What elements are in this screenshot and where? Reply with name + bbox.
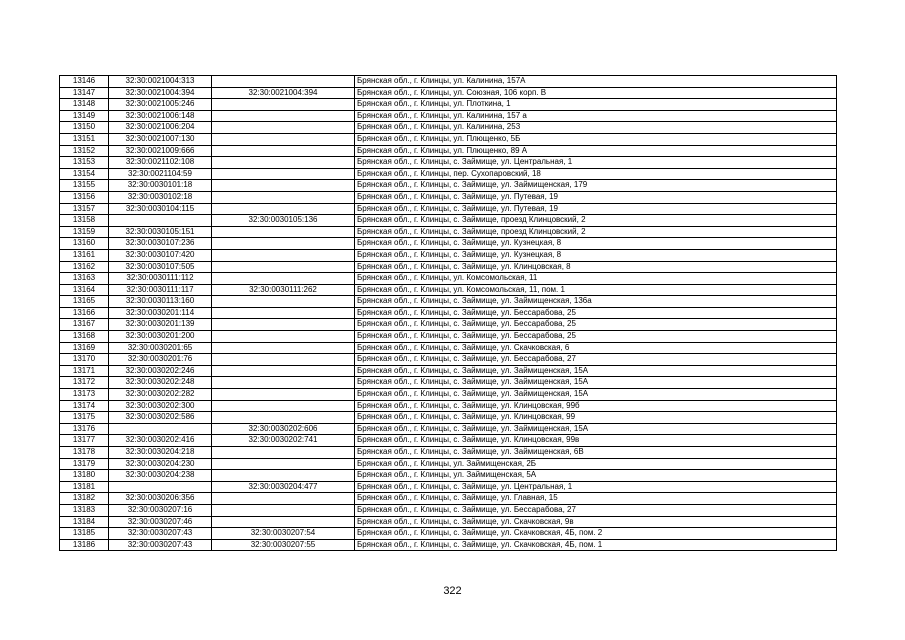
- row-number-cell: 13186: [60, 539, 109, 551]
- address-cell: Брянская обл., г. Клинцы, с. Займище, ул. Займищенская, 15А: [355, 377, 837, 389]
- row-number-cell: 13170: [60, 354, 109, 366]
- table-row: [60, 307, 837, 319]
- table-row: [60, 110, 837, 122]
- row-number-cell: 13181: [60, 481, 109, 493]
- row-number-cell: 13177: [60, 435, 109, 447]
- related-cadastral-number-cell: [212, 458, 355, 470]
- table-row: [60, 284, 837, 296]
- address-cell: Брянская обл., г. Клинцы, с. Займище, ул. Бессарабова, 25: [355, 307, 837, 319]
- address-cell: Брянская обл., г. Клинцы, с. Займище, ул. Бессарабова, 25: [355, 319, 837, 331]
- related-cadastral-number-cell: [212, 273, 355, 285]
- related-cadastral-number-cell: 32:30:0030204:477: [212, 481, 355, 493]
- row-number-cell: 13161: [60, 249, 109, 261]
- cadastral-number-cell: 32:30:0030207:16: [109, 504, 212, 516]
- table-row: [60, 516, 837, 528]
- cadastral-number-cell: 32:30:0030202:416: [109, 435, 212, 447]
- row-number-cell: 13151: [60, 133, 109, 145]
- cadastral-number-cell: 32:30:0030107:420: [109, 249, 212, 261]
- related-cadastral-number-cell: [212, 447, 355, 459]
- table-row: [60, 539, 837, 551]
- cadastral-number-cell: 32:30:0030202:300: [109, 400, 212, 412]
- related-cadastral-number-cell: [212, 389, 355, 401]
- cadastral-number-cell: 32:30:0030202:282: [109, 389, 212, 401]
- table-row: [60, 226, 837, 238]
- related-cadastral-number-cell: [212, 226, 355, 238]
- row-number-cell: 13148: [60, 99, 109, 111]
- page-number: 322: [443, 585, 462, 597]
- address-cell: Брянская обл., г. Клинцы, с. Займище, ул. Центральная, 1: [355, 157, 837, 169]
- address-cell: Брянская обл., г. Клинцы, с. Займище, ул. Скачковская, 6: [355, 342, 837, 354]
- table-row: [60, 481, 837, 493]
- table-row: [60, 435, 837, 447]
- related-cadastral-number-cell: 32:30:0030202:606: [212, 423, 355, 435]
- address-cell: Брянская обл., г. Клинцы, с. Займище, ул. Бессарабова, 27: [355, 354, 837, 366]
- cadastral-number-cell: 32:30:0030206:356: [109, 493, 212, 505]
- row-number-cell: 13167: [60, 319, 109, 331]
- related-cadastral-number-cell: [212, 354, 355, 366]
- table-row: [60, 528, 837, 540]
- table-row: [60, 354, 837, 366]
- related-cadastral-number-cell: [212, 504, 355, 516]
- address-cell: Брянская обл., г. Клинцы, с. Займище, ул. Займищенская, 15А: [355, 365, 837, 377]
- table-row: [60, 249, 837, 261]
- address-cell: Брянская обл., г. Клинцы, ул. Займищенская, 5А: [355, 470, 837, 482]
- address-cell: Брянская обл., г. Клинцы, с. Займище, ул. Скачковская, 4Б, пом. 1: [355, 539, 837, 551]
- table-row: [60, 203, 837, 215]
- table-row: [60, 99, 837, 111]
- row-number-cell: 13169: [60, 342, 109, 354]
- related-cadastral-number-cell: [212, 261, 355, 273]
- related-cadastral-number-cell: 32:30:0030207:54: [212, 528, 355, 540]
- row-number-cell: 13156: [60, 191, 109, 203]
- related-cadastral-number-cell: [212, 191, 355, 203]
- cadastral-number-cell: 32:30:0030105:151: [109, 226, 212, 238]
- row-number-cell: 13164: [60, 284, 109, 296]
- row-number-cell: 13159: [60, 226, 109, 238]
- address-cell: Брянская обл., г. Клинцы, ул. Займищенская, 2Б: [355, 458, 837, 470]
- table-row: [60, 458, 837, 470]
- table-row: [60, 261, 837, 273]
- cadastral-number-cell: 32:30:0030204:218: [109, 447, 212, 459]
- related-cadastral-number-cell: [212, 133, 355, 145]
- table-row: [60, 168, 837, 180]
- related-cadastral-number-cell: [212, 412, 355, 424]
- row-number-cell: 13150: [60, 122, 109, 134]
- table-row: [60, 493, 837, 505]
- address-cell: Брянская обл., г. Клинцы, ул. Плоткина, 1: [355, 99, 837, 111]
- address-cell: Брянская обл., г. Клинцы, с. Займище, ул. Центральная, 1: [355, 481, 837, 493]
- table-row: [60, 145, 837, 157]
- address-cell: Брянская обл., г. Клинцы, ул. Комсомольская, 11, пом. 1: [355, 284, 837, 296]
- related-cadastral-number-cell: [212, 249, 355, 261]
- table-row: [60, 238, 837, 250]
- table-row: [60, 133, 837, 145]
- row-number-cell: 13154: [60, 168, 109, 180]
- cadastral-number-cell: 32:30:0030202:246: [109, 365, 212, 377]
- table-row: [60, 365, 837, 377]
- address-cell: Брянская обл., г. Клинцы, с. Займище, ул. Клинцовская, 99: [355, 412, 837, 424]
- related-cadastral-number-cell: [212, 470, 355, 482]
- cadastral-number-cell: 32:30:0030113:160: [109, 296, 212, 308]
- table-row: [60, 122, 837, 134]
- table-row: [60, 76, 837, 88]
- records-table-body: [60, 76, 837, 551]
- table-row: [60, 180, 837, 192]
- address-cell: Брянская обл., г. Клинцы, ул. Плющенко, 5Б: [355, 133, 837, 145]
- cadastral-number-cell: 32:30:0030111:117: [109, 284, 212, 296]
- cadastral-number-cell: [109, 481, 212, 493]
- row-number-cell: 13146: [60, 76, 109, 88]
- address-cell: Брянская обл., г. Клинцы, с. Займище, проезд Клинцовский, 2: [355, 215, 837, 227]
- related-cadastral-number-cell: 32:30:0030111:262: [212, 284, 355, 296]
- cadastral-number-cell: 32:30:0021009:666: [109, 145, 212, 157]
- cadastral-number-cell: [109, 215, 212, 227]
- cadastral-number-cell: 32:30:0021007:130: [109, 133, 212, 145]
- address-cell: Брянская обл., г. Клинцы, с. Займище, ул. Займищенская, 6В: [355, 447, 837, 459]
- cadastral-number-cell: 32:30:0030102:18: [109, 191, 212, 203]
- row-number-cell: 13179: [60, 458, 109, 470]
- address-cell: Брянская обл., г. Клинцы, с. Займище, ул. Займищенская, 179: [355, 180, 837, 192]
- address-cell: Брянская обл., г. Клинцы, с. Займище, ул. Главная, 15: [355, 493, 837, 505]
- related-cadastral-number-cell: 32:30:0030202:741: [212, 435, 355, 447]
- row-number-cell: 13183: [60, 504, 109, 516]
- cadastral-number-cell: 32:30:0021004:313: [109, 76, 212, 88]
- address-cell: Брянская обл., г. Клинцы, ул. Плющенко, 89 А: [355, 145, 837, 157]
- cadastral-number-cell: 32:30:0030204:230: [109, 458, 212, 470]
- cadastral-number-cell: 32:30:0030104:115: [109, 203, 212, 215]
- address-cell: Брянская обл., г. Клинцы, ул. Калинина, 157А: [355, 76, 837, 88]
- row-number-cell: 13171: [60, 365, 109, 377]
- cadastral-number-cell: 32:30:0030201:76: [109, 354, 212, 366]
- address-cell: Брянская обл., г. Клинцы, ул. Комсомольская, 11: [355, 273, 837, 285]
- address-cell: Брянская обл., г. Клинцы, с. Займище, ул. Займищенская, 136а: [355, 296, 837, 308]
- address-cell: Брянская обл., г. Клинцы, с. Займище, ул. Клинцовская, 99в: [355, 435, 837, 447]
- table-row: [60, 389, 837, 401]
- cadastral-number-cell: 32:30:0021102:108: [109, 157, 212, 169]
- cadastral-number-cell: 32:30:0030101:18: [109, 180, 212, 192]
- row-number-cell: 13158: [60, 215, 109, 227]
- related-cadastral-number-cell: [212, 110, 355, 122]
- row-number-cell: 13168: [60, 331, 109, 343]
- table-row: [60, 342, 837, 354]
- table-row: [60, 273, 837, 285]
- address-cell: Брянская обл., г. Клинцы, с. Займище, ул. Клинцовская, 8: [355, 261, 837, 273]
- cadastral-number-cell: [109, 423, 212, 435]
- address-cell: Брянская обл., г. Клинцы, с. Займище, ул. Кузнецкая, 8: [355, 249, 837, 261]
- table-row: [60, 87, 837, 99]
- related-cadastral-number-cell: [212, 203, 355, 215]
- cadastral-number-cell: 32:30:0030107:236: [109, 238, 212, 250]
- row-number-cell: 13173: [60, 389, 109, 401]
- table-row: [60, 470, 837, 482]
- cadastral-number-cell: 32:30:0030201:139: [109, 319, 212, 331]
- address-cell: Брянская обл., г. Клинцы, пер. Сухопаровский, 18: [355, 168, 837, 180]
- table-row: [60, 377, 837, 389]
- records-table: [59, 75, 837, 551]
- related-cadastral-number-cell: 32:30:0030105:136: [212, 215, 355, 227]
- related-cadastral-number-cell: [212, 400, 355, 412]
- related-cadastral-number-cell: [212, 76, 355, 88]
- cadastral-number-cell: 32:30:0030207:43: [109, 539, 212, 551]
- row-number-cell: 13175: [60, 412, 109, 424]
- related-cadastral-number-cell: [212, 377, 355, 389]
- cadastral-number-cell: 32:30:0021005:246: [109, 99, 212, 111]
- related-cadastral-number-cell: [212, 122, 355, 134]
- table-row: [60, 296, 837, 308]
- address-cell: Брянская обл., г. Клинцы, с. Займище, ул. Клинцовская, 99б: [355, 400, 837, 412]
- table-row: [60, 423, 837, 435]
- cadastral-number-cell: 32:30:0021104:59: [109, 168, 212, 180]
- row-number-cell: 13180: [60, 470, 109, 482]
- related-cadastral-number-cell: [212, 319, 355, 331]
- row-number-cell: 13153: [60, 157, 109, 169]
- cadastral-number-cell: 32:30:0030204:238: [109, 470, 212, 482]
- cadastral-number-cell: 32:30:0030107:505: [109, 261, 212, 273]
- table-row: [60, 504, 837, 516]
- address-cell: Брянская обл., г. Клинцы, с. Займище, ул. Бессарабова, 25: [355, 331, 837, 343]
- row-number-cell: 13163: [60, 273, 109, 285]
- row-number-cell: 13155: [60, 180, 109, 192]
- related-cadastral-number-cell: [212, 331, 355, 343]
- related-cadastral-number-cell: [212, 168, 355, 180]
- table-row: [60, 331, 837, 343]
- address-cell: Брянская обл., г. Клинцы, с. Займище, ул. Займищенская, 15А: [355, 423, 837, 435]
- cadastral-number-cell: 32:30:0030111:112: [109, 273, 212, 285]
- table-row: [60, 215, 837, 227]
- row-number-cell: 13185: [60, 528, 109, 540]
- table-row: [60, 400, 837, 412]
- address-cell: Брянская обл., г. Клинцы, ул. Калинина, 157 а: [355, 110, 837, 122]
- row-number-cell: 13166: [60, 307, 109, 319]
- row-number-cell: 13178: [60, 447, 109, 459]
- address-cell: Брянская обл., г. Клинцы, с. Займище, ул. Путевая, 19: [355, 203, 837, 215]
- cadastral-number-cell: 32:30:0030207:46: [109, 516, 212, 528]
- cadastral-number-cell: 32:30:0030207:43: [109, 528, 212, 540]
- address-cell: Брянская обл., г. Клинцы, с. Займище, ул. Бессарабова, 27: [355, 504, 837, 516]
- related-cadastral-number-cell: [212, 493, 355, 505]
- table-row: [60, 412, 837, 424]
- row-number-cell: 13147: [60, 87, 109, 99]
- related-cadastral-number-cell: [212, 342, 355, 354]
- address-cell: Брянская обл., г. Клинцы, с. Займище, ул. Займищенская, 15А: [355, 389, 837, 401]
- cadastral-number-cell: 32:30:0021006:148: [109, 110, 212, 122]
- table-row: [60, 319, 837, 331]
- related-cadastral-number-cell: [212, 516, 355, 528]
- related-cadastral-number-cell: 32:30:0021004:394: [212, 87, 355, 99]
- related-cadastral-number-cell: [212, 157, 355, 169]
- row-number-cell: 13182: [60, 493, 109, 505]
- address-cell: Брянская обл., г. Клинцы, ул. Калинина, 253: [355, 122, 837, 134]
- row-number-cell: 13172: [60, 377, 109, 389]
- row-number-cell: 13165: [60, 296, 109, 308]
- row-number-cell: 13184: [60, 516, 109, 528]
- row-number-cell: 13176: [60, 423, 109, 435]
- related-cadastral-number-cell: [212, 307, 355, 319]
- table-row: [60, 447, 837, 459]
- address-cell: Брянская обл., г. Клинцы, с. Займище, проезд Клинцовский, 2: [355, 226, 837, 238]
- row-number-cell: 13157: [60, 203, 109, 215]
- row-number-cell: 13152: [60, 145, 109, 157]
- cadastral-number-cell: 32:30:0021004:394: [109, 87, 212, 99]
- table-row: [60, 157, 837, 169]
- related-cadastral-number-cell: [212, 180, 355, 192]
- address-cell: Брянская обл., г. Клинцы, с. Займище, ул. Путевая, 19: [355, 191, 837, 203]
- related-cadastral-number-cell: 32:30:0030207:55: [212, 539, 355, 551]
- related-cadastral-number-cell: [212, 238, 355, 250]
- cadastral-number-cell: 32:30:0030201:200: [109, 331, 212, 343]
- table-row: [60, 191, 837, 203]
- cadastral-number-cell: 32:30:0030201:114: [109, 307, 212, 319]
- cadastral-number-cell: 32:30:0021006:204: [109, 122, 212, 134]
- row-number-cell: 13162: [60, 261, 109, 273]
- row-number-cell: 13174: [60, 400, 109, 412]
- related-cadastral-number-cell: [212, 99, 355, 111]
- cadastral-number-cell: 32:30:0030201:65: [109, 342, 212, 354]
- address-cell: Брянская обл., г. Клинцы, с. Займище, ул. Скачковская, 9в: [355, 516, 837, 528]
- row-number-cell: 13149: [60, 110, 109, 122]
- related-cadastral-number-cell: [212, 296, 355, 308]
- row-number-cell: 13160: [60, 238, 109, 250]
- related-cadastral-number-cell: [212, 145, 355, 157]
- related-cadastral-number-cell: [212, 365, 355, 377]
- cadastral-number-cell: 32:30:0030202:248: [109, 377, 212, 389]
- address-cell: Брянская обл., г. Клинцы, с. Займище, ул. Кузнецкая, 8: [355, 238, 837, 250]
- cadastral-number-cell: 32:30:0030202:586: [109, 412, 212, 424]
- address-cell: Брянская обл., г. Клинцы, ул. Союзная, 106 корп. В: [355, 87, 837, 99]
- address-cell: Брянская обл., г. Клинцы, с. Займище, ул. Скачковская, 4Б, пом. 2: [355, 528, 837, 540]
